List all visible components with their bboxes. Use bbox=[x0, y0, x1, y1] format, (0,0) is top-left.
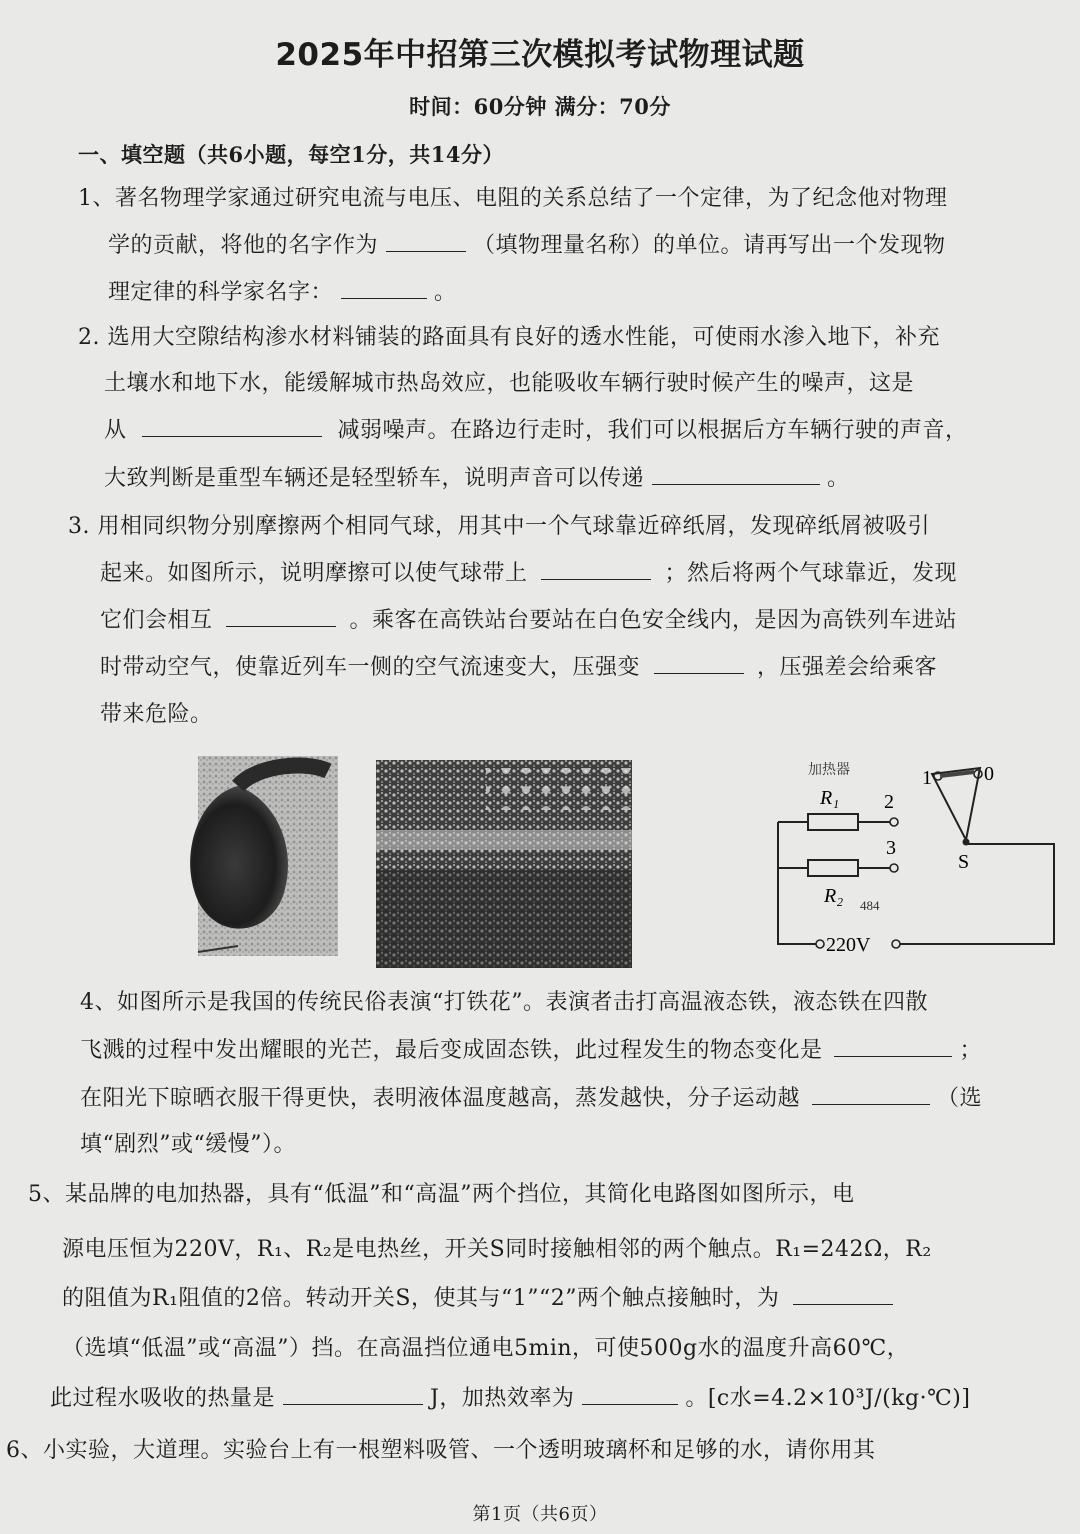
q3-line5: 带来危险。 bbox=[100, 702, 213, 727]
contact-3 bbox=[890, 864, 898, 872]
q4-line1: 4、如图所示是我国的传统民俗表演“打铁花”。表演者击打高温液态铁，液态铁在四散 bbox=[80, 990, 928, 1015]
q4-line3 bbox=[80, 1084, 982, 1114]
q3-line1: 3. 用相同织物分别摩擦两个相同气球，用其中一个气球靠近碎纸屑，发现碎纸屑被吸引 bbox=[68, 514, 930, 539]
q3-text: 时带动空气，使靠近列车一侧的空气流速变大，压强变 bbox=[100, 655, 641, 680]
q5-line3 bbox=[62, 1284, 893, 1314]
q2-line2: 土壤水和地下水，能缓解城市热岛效应，也能吸收车辆行驶时候产生的噪声，这是 bbox=[104, 371, 915, 396]
voltage-label: 220V bbox=[826, 934, 871, 956]
q1-text: 学的贡献，将他的名字作为 bbox=[108, 233, 379, 258]
r1-label: R₁ bbox=[820, 787, 840, 809]
q1-line2 bbox=[108, 231, 946, 261]
q1-blank-1[interactable] bbox=[386, 233, 466, 252]
q3-text: ；然后将两个气球靠近，发现 bbox=[664, 561, 958, 586]
q2-text: 大致判断是重型车辆还是轻型轿车，说明声音可以传递 bbox=[104, 466, 645, 491]
q1-text: 。 bbox=[434, 280, 457, 305]
q5-blank-2[interactable] bbox=[283, 1386, 423, 1405]
q5-text: 此过程水吸收的热量是 bbox=[50, 1386, 276, 1411]
q3-text: 。乘客在高铁站台要站在白色安全线内，是因为高铁列车进站 bbox=[349, 608, 958, 633]
q2-text: 减弱噪声。在路边行走时，我们可以根据后方车辆行驶的声音， bbox=[337, 418, 968, 443]
r2-label: R₂ bbox=[824, 885, 844, 907]
q3-text: ，压强差会给乘客 bbox=[757, 655, 938, 680]
q4-blank-2[interactable] bbox=[812, 1086, 930, 1105]
q3-line3 bbox=[100, 606, 957, 636]
circuit-note: 加热器 bbox=[808, 763, 850, 778]
r2-note: 484 bbox=[860, 898, 880, 913]
resistor-r2 bbox=[808, 860, 858, 876]
balloon-photo bbox=[178, 756, 338, 966]
q4-text: ； bbox=[959, 1038, 983, 1063]
switch-label: S bbox=[958, 851, 970, 873]
contact-2 bbox=[890, 818, 898, 826]
contact-1-label: 1 bbox=[922, 767, 932, 789]
q1-text: （填物理量名称）的单位。请再写出一个发现物 bbox=[473, 233, 946, 258]
q2-text: 。 bbox=[827, 466, 850, 491]
switch-pivot bbox=[963, 839, 970, 846]
q3-text: 起来。如图所示，说明摩擦可以使气球带上 bbox=[100, 561, 528, 586]
contact-2-label: 2 bbox=[884, 791, 894, 813]
q1-line1: 1、著名物理学家通过研究电流与电压、电阻的关系总结了一个定律，为了纪念他对物理 bbox=[78, 186, 948, 211]
page-title: 2025年中招第三次模拟考试物理试题 bbox=[275, 37, 805, 73]
q3-text: 它们会相互 bbox=[100, 608, 213, 633]
q2-text: 从 bbox=[104, 418, 127, 443]
resistor-r1 bbox=[808, 814, 858, 830]
q2-blank-2[interactable] bbox=[652, 466, 820, 485]
q2-blank-1[interactable] bbox=[142, 418, 322, 437]
section-heading: 一、填空题（共6小题，每空1分，共14分） bbox=[78, 142, 504, 167]
contact-3-label: 3 bbox=[886, 837, 896, 859]
q3-line2 bbox=[100, 559, 957, 589]
q1-line3 bbox=[108, 278, 457, 308]
q4-text: 飞溅的过程中发出耀眼的光芒，最后变成固态铁，此过程发生的物态变化是 bbox=[80, 1038, 823, 1063]
exam-info: 时间：60分钟 满分：70分 bbox=[409, 94, 671, 119]
q5-text: 。[c水=4.2×10³J/(kg·℃)] bbox=[685, 1386, 971, 1411]
q5-line4: （选填“低温”或“高温”）挡。在高温挡位通电5min，可使500g水的温度升高60℃， bbox=[62, 1336, 910, 1361]
q3-line4 bbox=[100, 653, 937, 683]
q5-blank-1[interactable] bbox=[793, 1286, 893, 1305]
q3-blank-3[interactable] bbox=[654, 655, 744, 674]
heater-circuit-diagram bbox=[768, 752, 1068, 962]
q3-blank-1[interactable] bbox=[541, 561, 651, 580]
q5-blank-3[interactable] bbox=[582, 1386, 678, 1405]
page-footer: 第1页（共6页） bbox=[472, 1504, 608, 1525]
q4-text: 在阳光下晾晒衣服干得更快，表明液体温度越高，蒸发越快，分子运动越 bbox=[80, 1086, 801, 1111]
iron-flower-photo bbox=[376, 760, 632, 968]
q1-blank-2[interactable] bbox=[341, 280, 427, 299]
contact-0-label: 0 bbox=[984, 763, 994, 785]
q4-text: （选 bbox=[937, 1086, 983, 1111]
q4-line4: 填“剧烈”或“缓慢”）。 bbox=[80, 1132, 296, 1157]
q2-line3 bbox=[104, 416, 968, 446]
q5-text: J，加热效率为 bbox=[430, 1386, 575, 1411]
q6-line1: 6、小实验，大道理。实验台上有一根塑料吸管、一个透明玻璃杯和足够的水，请你用其 bbox=[6, 1438, 876, 1463]
rotary-switch bbox=[932, 768, 980, 840]
q4-blank-1[interactable] bbox=[834, 1038, 952, 1057]
q5-text: 的阻值为R₁阻值的2倍。转动开关S，使其与“1”“2”两个触点接触时，为 bbox=[62, 1286, 780, 1311]
q2-line4 bbox=[104, 464, 850, 494]
q5-line5 bbox=[50, 1384, 970, 1414]
q3-blank-2[interactable] bbox=[226, 608, 336, 627]
q5-line1: 5、某品牌的电加热器，具有“低温”和“高温”两个挡位，其简化电路图如图所示，电 bbox=[28, 1182, 855, 1207]
q1-text: 理定律的科学家名字： bbox=[108, 280, 334, 305]
q5-line2: 源电压恒为220V，R₁、R₂是电热丝，开关S同时接触相邻的两个触点。R₁=242Ω，R₂ bbox=[62, 1237, 932, 1262]
q2-line1: 2. 选用大空隙结构渗水材料铺装的路面具有良好的透水性能，可使雨水渗入地下，补充 bbox=[78, 325, 940, 350]
q4-line2 bbox=[80, 1036, 982, 1066]
